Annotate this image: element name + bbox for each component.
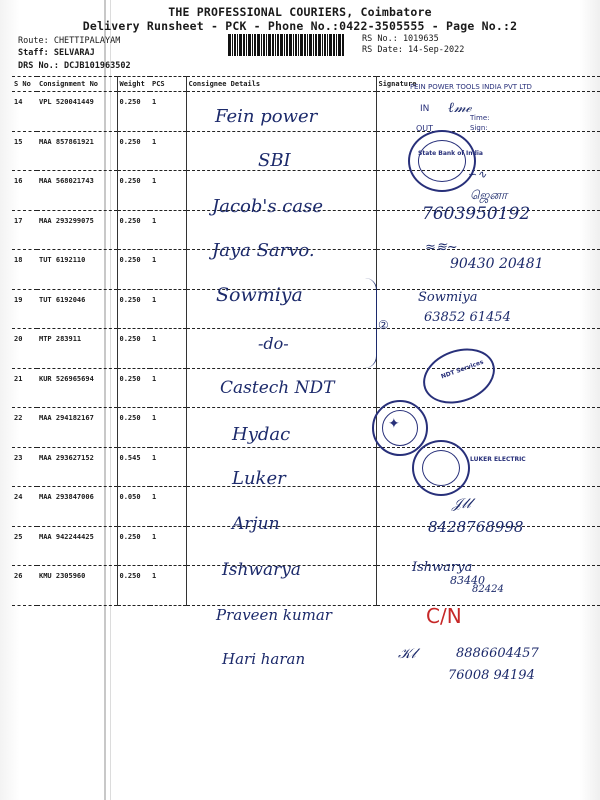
cell-consignment: MAA 293627152: [37, 447, 117, 487]
handwritten-consignee: Jacob's case: [212, 196, 323, 217]
cell-consignment: MAA 293847006: [37, 487, 117, 527]
stamp-sign-label: Sign:: [470, 124, 488, 132]
signature-scribble: 𝒦𝓁: [398, 646, 416, 662]
cell-consignment: MAA 568021743: [37, 171, 117, 211]
circled-count: ②: [378, 318, 389, 332]
document-subtitle: Delivery Runsheet - PCK - Phone No.:0422-3505555 - Page No.:2: [82, 19, 518, 33]
handwritten-consignee: Sowmiya: [216, 284, 303, 306]
signature-phone: 82424: [472, 584, 504, 595]
table-row: [12, 447, 600, 487]
handwritten-consignee: Castech NDT: [220, 378, 335, 398]
column-header-weight: Weight: [117, 77, 150, 92]
cell-consignment: VPL 520041449: [37, 92, 117, 132]
cell-weight: 0.250: [117, 408, 150, 448]
cell-sno: 14: [12, 92, 37, 132]
table-row: [12, 408, 600, 448]
cell-weight: 0.250: [117, 210, 150, 250]
cell-pcs: 1: [150, 131, 186, 171]
handwritten-consignee: Hydac: [232, 424, 291, 445]
cell-weight: 0.250: [117, 92, 150, 132]
cell-consignment: MAA 294182167: [37, 408, 117, 448]
cell-sno: 26: [12, 566, 37, 606]
cell-pcs: 1: [150, 526, 186, 566]
drs-number: DRS No.: DCJB101963502: [18, 61, 131, 71]
handwritten-consignee: Hari haran: [222, 650, 306, 668]
handwritten-consignee: SBI: [258, 150, 291, 171]
signature-phone: 7603950192: [422, 204, 531, 224]
cell-sno: 15: [12, 131, 37, 171]
signature-phone: 83440: [450, 574, 485, 587]
cell-pcs: 1: [150, 289, 186, 329]
stamp-in-label: IN: [420, 104, 430, 114]
cell-weight: 0.250: [117, 329, 150, 369]
cell-consignment: MAA 857861921: [37, 131, 117, 171]
staff-label: Staff: SELVARAJ: [18, 48, 95, 58]
cell-pcs: 1: [150, 329, 186, 369]
handwritten-consignee: -do-: [258, 334, 289, 353]
signature-phone: 76008 94194: [448, 668, 535, 683]
cell-consignment: MTP 283911: [37, 329, 117, 369]
cell-weight: 0.050: [117, 487, 150, 527]
handwritten-consignee: Praveen kumar: [216, 606, 332, 624]
document-title: THE PROFESSIONAL COURIERS, Coimbatore: [168, 5, 432, 19]
handwritten-consignee: Jaya Sarvo.: [212, 240, 315, 261]
cell-consignment: MAA 293299075: [37, 210, 117, 250]
cell-consignment: KUR 526965694: [37, 368, 117, 408]
signature-scribble: ∽∿: [468, 168, 487, 181]
cell-pcs: 1: [150, 447, 186, 487]
cell-weight: 0.250: [117, 526, 150, 566]
column-header-pcs: PCS: [150, 77, 186, 92]
cell-pcs: 1: [150, 487, 186, 527]
column-header-consignee: Consignee Details: [186, 77, 376, 92]
handwritten-consignee: Luker: [232, 468, 286, 489]
bank-round-stamp: [408, 130, 476, 192]
barcode: [228, 34, 356, 56]
cell-pcs: 1: [150, 368, 186, 408]
signature-name: Ishwarya: [412, 560, 473, 575]
stamp-out-label: OUT: [416, 124, 434, 133]
table-row: [12, 329, 600, 369]
cell-pcs: 1: [150, 171, 186, 211]
cell-consignment: MAA 942244425: [37, 526, 117, 566]
column-header-signature: Signature: [376, 77, 600, 92]
cell-weight: 0.250: [117, 250, 150, 290]
table-row: [12, 131, 600, 171]
red-ink-mark: C/N: [426, 604, 462, 628]
bank-stamp-text: State Bank of India: [418, 150, 483, 157]
cell-sno: 19: [12, 289, 37, 329]
cell-consignment: TUT 6192046: [37, 289, 117, 329]
cell-sno: 21: [12, 368, 37, 408]
cell-weight: 0.250: [117, 289, 150, 329]
cell-sno: 20: [12, 329, 37, 369]
ndt-stamp-text: NDT Services: [440, 358, 485, 381]
cell-consignee: [186, 487, 376, 527]
signature-phone: 90430 20481: [450, 256, 544, 272]
signature-phone: 8428768998: [428, 518, 524, 536]
handwritten-consignee: Fein power: [215, 106, 318, 127]
signature-scribble: ≈≋~: [425, 240, 458, 255]
handwritten-consignee: Arjun: [232, 514, 280, 534]
cell-weight: 0.250: [117, 566, 150, 606]
luker-stamp-text: LUKER ELECTRIC: [470, 456, 526, 463]
cell-pcs: 1: [150, 92, 186, 132]
table-row: [12, 289, 600, 329]
cell-consignment: TUT 6192110: [37, 250, 117, 290]
column-header-consignment: Consignment No: [37, 77, 117, 92]
route-label: Route: CHETTIPALAYAM: [18, 36, 121, 46]
signature-phone: 63852 61454: [424, 310, 511, 325]
signature-phone: 8886604457: [456, 646, 539, 661]
signature-scribble: 𝒥𝓁𝓁: [452, 496, 471, 512]
cell-weight: 0.545: [117, 447, 150, 487]
signature-name: Sowmiya: [418, 290, 478, 305]
cell-pcs: 1: [150, 250, 186, 290]
company-stamp-text: FEIN POWER TOOLS INDIA PVT LTD: [410, 83, 532, 91]
cell-weight: 0.250: [117, 171, 150, 211]
rs-date: RS Date: 14-Sep-2022: [362, 45, 465, 55]
cell-sno: 16: [12, 171, 37, 211]
cell-pcs: 1: [150, 210, 186, 250]
cell-sno: 18: [12, 250, 37, 290]
signature-name: ஜெனா: [470, 188, 508, 202]
cell-pcs: 1: [150, 566, 186, 606]
handwritten-consignee: Ishwarya: [222, 560, 301, 580]
cell-weight: 0.250: [117, 131, 150, 171]
column-header-sno: S No: [12, 77, 37, 92]
cell-sno: 25: [12, 526, 37, 566]
handwritten-brace: [362, 278, 377, 368]
cell-consignment: KMU 2305960: [37, 566, 117, 606]
cell-weight: 0.250: [117, 368, 150, 408]
cell-sno: 23: [12, 447, 37, 487]
round-stamp: [412, 440, 470, 496]
cell-sno: 17: [12, 210, 37, 250]
cell-pcs: 1: [150, 408, 186, 448]
stamp-emblem-icon: ✦: [388, 416, 400, 432]
table-row: [12, 566, 600, 606]
cell-signature: [376, 92, 600, 132]
cell-sno: 22: [12, 408, 37, 448]
stamp-time-label: Time:: [470, 114, 490, 122]
cell-sno: 24: [12, 487, 37, 527]
rs-number: RS No.: 1019635: [362, 34, 439, 44]
signature-scribble: ℓ𝓂ℯ: [448, 100, 472, 116]
